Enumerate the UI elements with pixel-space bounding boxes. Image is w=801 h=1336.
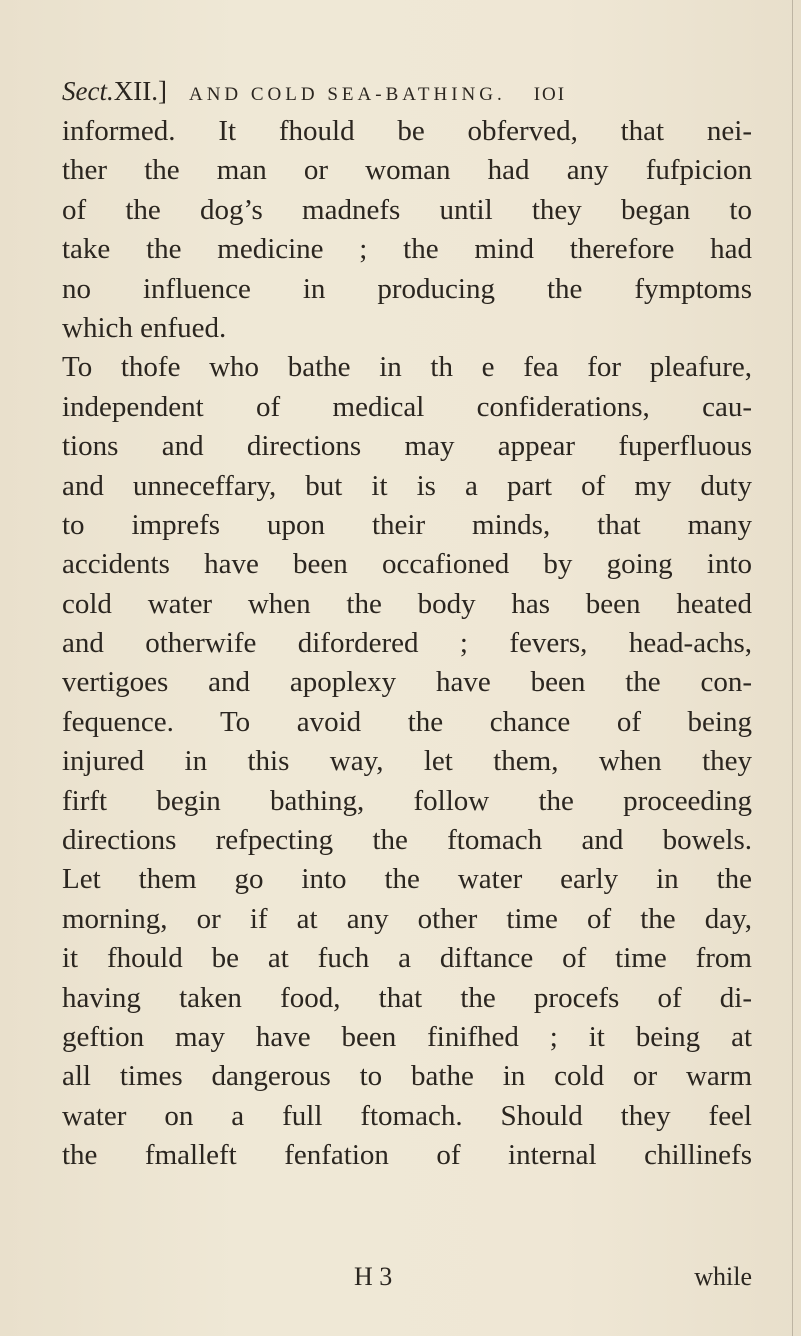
text-line: To thofe who bathe in th e fea for pleafure, bbox=[62, 351, 752, 384]
text-line: firft begin bathing, follow the proceeding bbox=[62, 784, 752, 817]
text-line: ther the man or woman had any fufpicion bbox=[62, 154, 752, 187]
body-text bbox=[62, 112, 752, 1176]
text-line: water on a full ftomach. Should they feel bbox=[62, 1099, 752, 1132]
text-line: informed. It fhould be obferved, that nei- bbox=[62, 115, 752, 147]
text-line: injured in this way, let them, when they bbox=[62, 745, 752, 778]
running-title: AND COLD SEA-BATHING. bbox=[188, 84, 506, 105]
text-line: directions refpecting the ftomach and bowels. bbox=[62, 824, 752, 857]
text-line: of the dog’s madnefs until they began to bbox=[62, 193, 752, 226]
text-line: fequence. To avoid the chance of being bbox=[62, 705, 752, 738]
text-line: and otherwife difordered ; fevers, head-achs, bbox=[62, 627, 752, 660]
catchword: while bbox=[694, 1262, 752, 1291]
text-line: to imprefs upon their minds, that many bbox=[62, 508, 752, 541]
text-line: geftion may have been finifhed ; it being at bbox=[62, 1020, 752, 1053]
text-line: it fhould be at fuch a diftance of time from bbox=[62, 942, 752, 975]
section-label: Sect. bbox=[62, 76, 114, 106]
page-number: IOI bbox=[533, 84, 567, 105]
text-line: accidents have been occafioned by going into bbox=[62, 548, 752, 581]
text-line: independent of medical confiderations, cau- bbox=[62, 390, 752, 423]
text-line: Let them go into the water early in the bbox=[62, 863, 752, 896]
text-line: tions and directions may appear fuperfluous bbox=[62, 430, 752, 463]
page-edge-divider bbox=[792, 0, 793, 1336]
text-line: cold water when the body has been heated bbox=[62, 587, 752, 620]
text-line: vertigoes and apoplexy have been the con- bbox=[62, 666, 752, 699]
page-header bbox=[62, 76, 662, 116]
text-line: the fmalleft fenfation of internal chillinefs bbox=[62, 1139, 752, 1172]
text-line: no influence in producing the fymptoms bbox=[62, 272, 752, 305]
page-footer bbox=[62, 1262, 752, 1302]
section-number: XII.] bbox=[113, 76, 167, 106]
signature-mark: H 3 bbox=[354, 1262, 393, 1291]
text-line: which enfued. bbox=[62, 311, 227, 344]
text-line: take the medicine ; the mind therefore had bbox=[62, 233, 752, 266]
text-line: all times dangerous to bathe in cold or warm bbox=[62, 1060, 752, 1093]
text-line: having taken food, that the procefs of di- bbox=[62, 981, 752, 1014]
text-line: morning, or if at any other time of the day, bbox=[62, 902, 752, 935]
text-line: and unneceffary, but it is a part of my duty bbox=[62, 469, 752, 502]
